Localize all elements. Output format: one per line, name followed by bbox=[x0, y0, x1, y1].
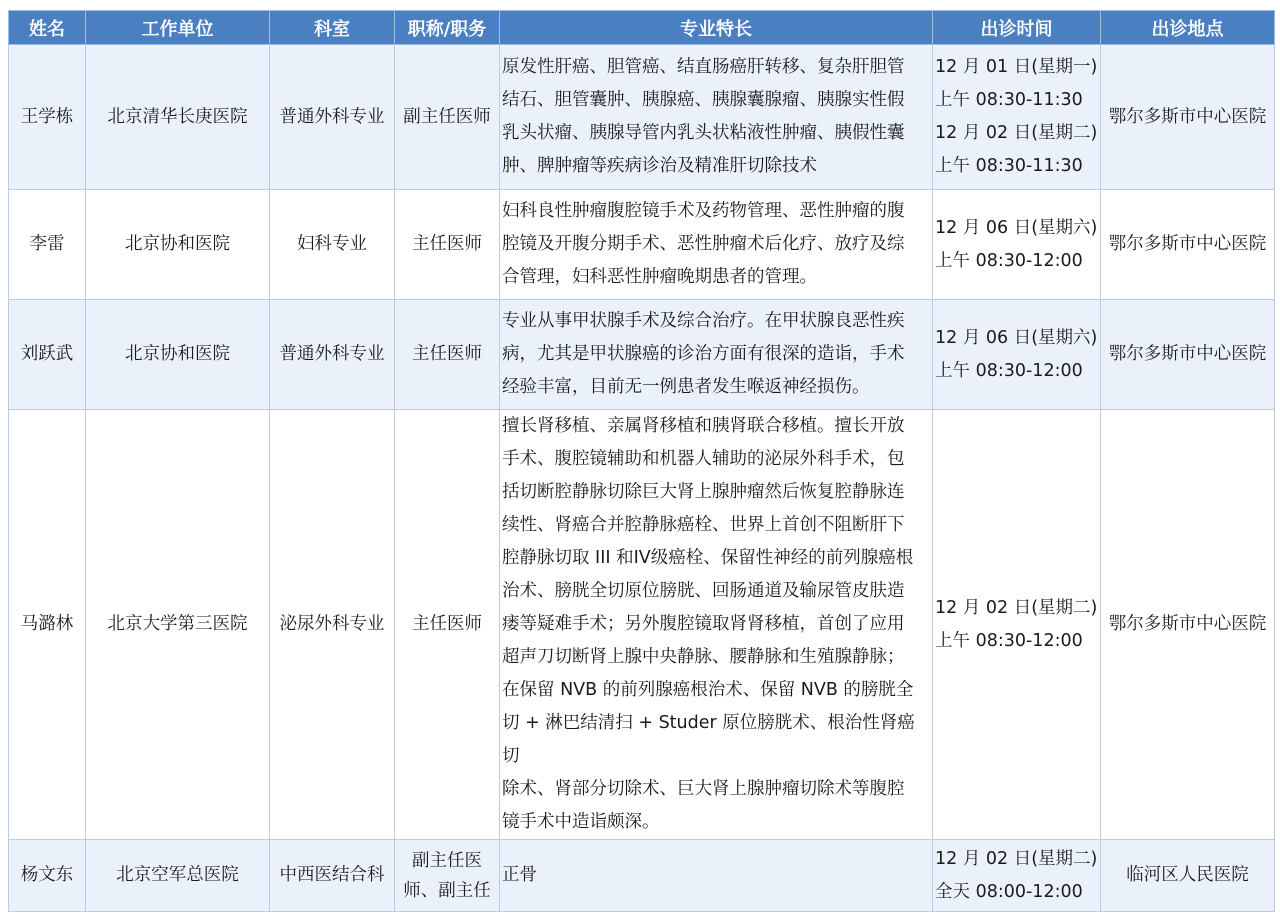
job-title: 主任医师 bbox=[395, 300, 500, 410]
doctor-name: 刘跃武 bbox=[9, 300, 86, 410]
clinic-time: 12 月 01 日(星期一) 上午 08:30-11:30 12 月 02 日(星期二) 上午 08:30-11:30 bbox=[933, 45, 1101, 190]
clinic-location: 鄂尔多斯市中心医院 bbox=[1101, 300, 1275, 410]
clinic-location: 鄂尔多斯市中心医院 bbox=[1101, 190, 1275, 300]
specialty: 原发性肝癌、胆管癌、结直肠癌肝转移、复杂肝胆管 结石、胆管囊肿、胰腺癌、胰腺囊腺瘤、胰腺实性假 乳头状瘤、胰腺导管内乳头状粘液性肿瘤、胰假性囊 肿、脾肿瘤等疾病诊治及精准肝切除技术 bbox=[500, 45, 933, 190]
table-row bbox=[9, 45, 1275, 190]
doctor-name: 王学栋 bbox=[9, 45, 86, 190]
table-row bbox=[9, 410, 1275, 840]
job-title: 副主任医 师、副主任 bbox=[395, 840, 500, 912]
specialty: 正骨 bbox=[500, 840, 933, 912]
header-unit: 工作单位 bbox=[86, 11, 270, 45]
clinic-time: 12 月 06 日(星期六) 上午 08:30-12:00 bbox=[933, 190, 1101, 300]
clinic-time: 12 月 02 日(星期二) 上午 08:30-12:00 bbox=[933, 410, 1101, 840]
header-row bbox=[9, 11, 1275, 45]
doctor-name: 李雷 bbox=[9, 190, 86, 300]
department: 普通外科专业 bbox=[270, 300, 395, 410]
work-unit: 北京清华长庚医院 bbox=[86, 45, 270, 190]
work-unit: 北京空军总医院 bbox=[86, 840, 270, 912]
work-unit: 北京大学第三医院 bbox=[86, 410, 270, 840]
specialty: 妇科良性肿瘤腹腔镜手术及药物管理、恶性肿瘤的腹 腔镜及开腹分期手术、恶性肿瘤术后化疗、放疗及综 合管理，妇科恶性肿瘤晚期患者的管理。 bbox=[500, 190, 933, 300]
header-title: 职称/职务 bbox=[395, 11, 500, 45]
table-row bbox=[9, 190, 1275, 300]
clinic-location: 临河区人民医院 bbox=[1101, 840, 1275, 912]
table-row bbox=[9, 840, 1275, 912]
department: 妇科专业 bbox=[270, 190, 395, 300]
clinic-time: 12 月 02 日(星期二) 全天 08:00-12:00 bbox=[933, 840, 1101, 912]
clinic-time: 12 月 06 日(星期六) 上午 08:30-12:00 bbox=[933, 300, 1101, 410]
job-title: 主任医师 bbox=[395, 410, 500, 840]
clinic-location: 鄂尔多斯市中心医院 bbox=[1101, 45, 1275, 190]
table-row bbox=[9, 300, 1275, 410]
work-unit: 北京协和医院 bbox=[86, 300, 270, 410]
header-specialty: 专业特长 bbox=[500, 11, 933, 45]
header-dept: 科室 bbox=[270, 11, 395, 45]
header-location: 出诊地点 bbox=[1101, 11, 1275, 45]
schedule-table bbox=[8, 10, 1275, 912]
department: 泌尿外科专业 bbox=[270, 410, 395, 840]
specialty: 擅长肾移植、亲属肾移植和胰肾联合移植。擅长开放 手术、腹腔镜辅助和机器人辅助的泌尿外科手术，包 括切断腔静脉切除巨大肾上腺肿瘤然后恢复腔静脉连 续性、肾癌合并腔静脉癌栓、世界上首创不阻断肝下 腔静脉切取 III 和IV级癌栓、保留性神经的前列腺癌根 治术、膀胱全切原位膀胱、回肠通道及输尿管皮肤造 瘘等疑难手术；另外腹腔镜取肾肾移植，首创了应用 超声刀切断肾上腺中央静脉、腰静脉和生殖腺静脉； 在保留 NVB 的前列腺癌根治术、保留 NVB 的膀胱全 切 + 淋巴结清扫 + Studer 原位膀胱术、根治性肾癌切 除术、肾部分切除术、巨大肾上腺肿瘤切除术等腹腔 镜手术中造诣颇深。 bbox=[500, 410, 933, 840]
clinic-location: 鄂尔多斯市中心医院 bbox=[1101, 410, 1275, 840]
header-name: 姓名 bbox=[9, 11, 86, 45]
doctor-name: 杨文东 bbox=[9, 840, 86, 912]
specialty: 专业从事甲状腺手术及综合治疗。在甲状腺良恶性疾 病，尤其是甲状腺癌的诊治方面有很深的造诣，手术 经验丰富，目前无一例患者发生喉返神经损伤。 bbox=[500, 300, 933, 410]
job-title: 主任医师 bbox=[395, 190, 500, 300]
doctor-name: 马潞林 bbox=[9, 410, 86, 840]
department: 普通外科专业 bbox=[270, 45, 395, 190]
header-time: 出诊时间 bbox=[933, 11, 1101, 45]
work-unit: 北京协和医院 bbox=[86, 190, 270, 300]
department: 中西医结合科 bbox=[270, 840, 395, 912]
job-title: 副主任医师 bbox=[395, 45, 500, 190]
